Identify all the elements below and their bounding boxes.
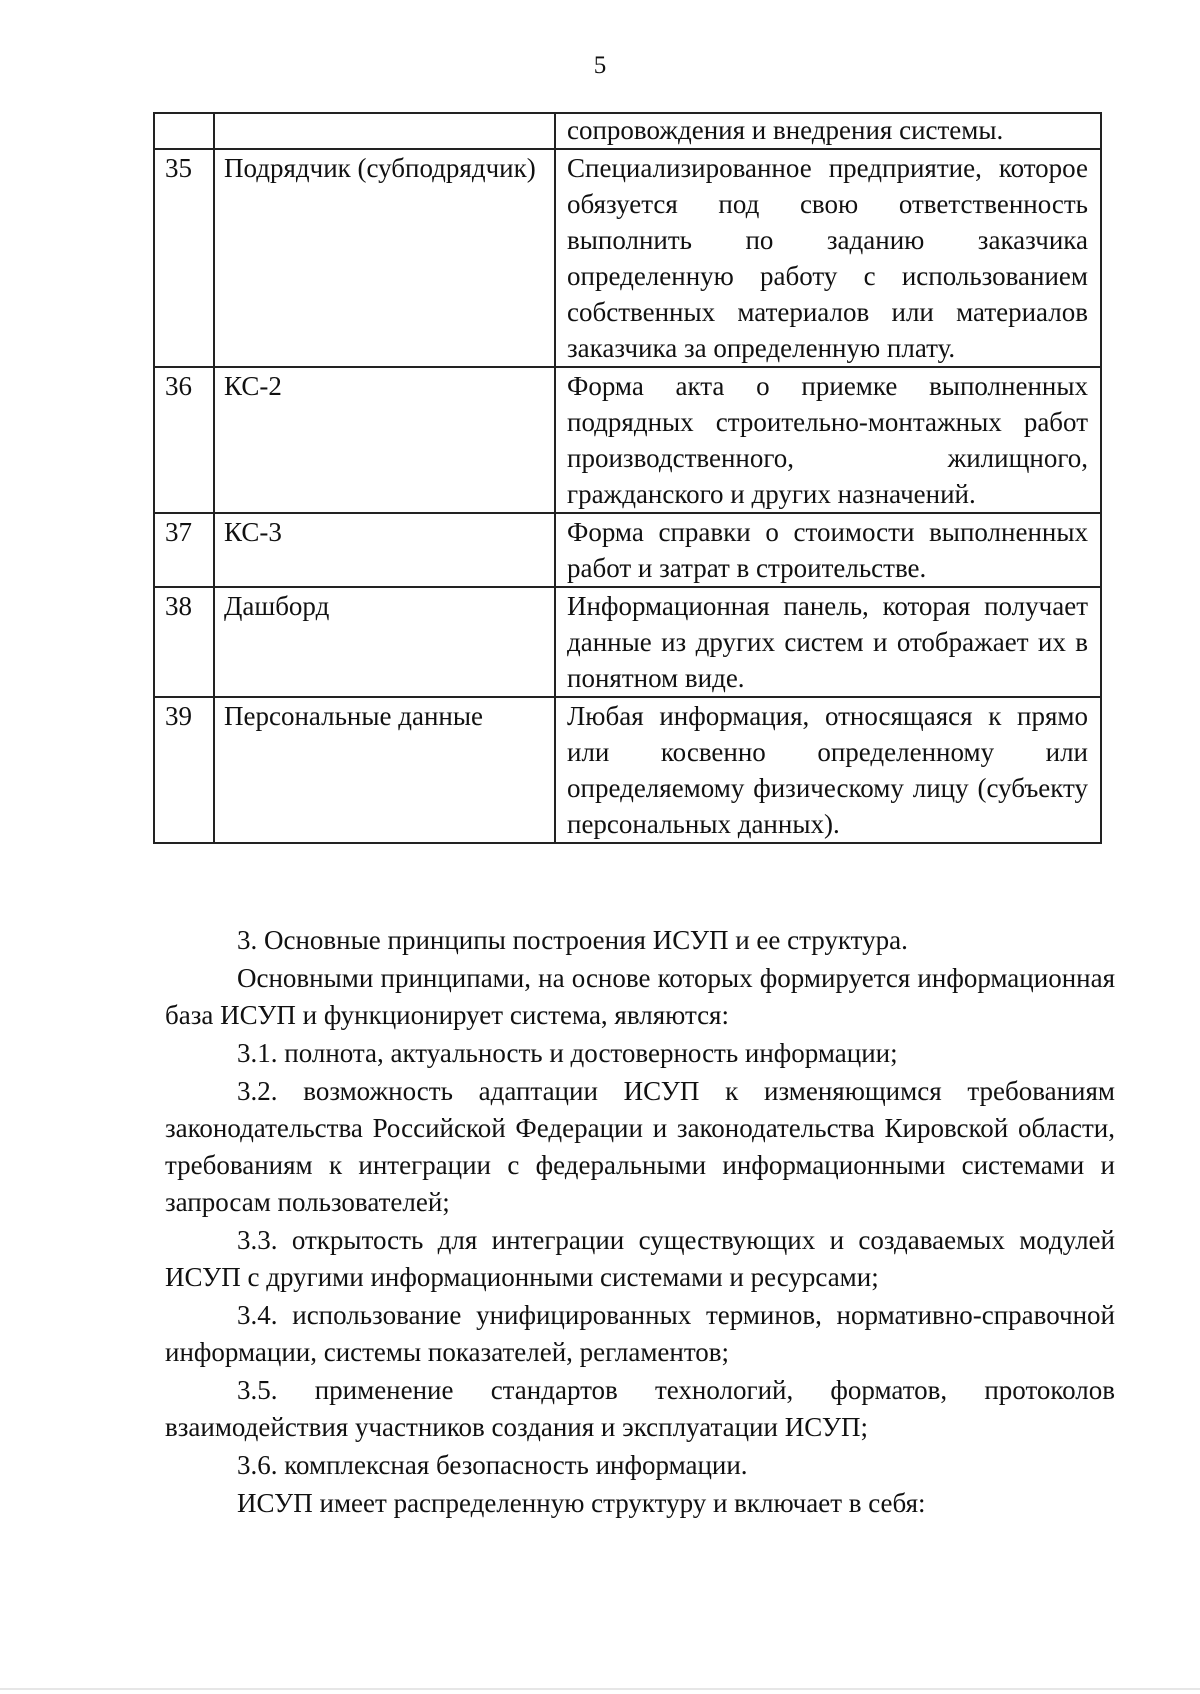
term-cell: КС-3 xyxy=(214,513,555,587)
definition-cell: Специализированное предприятие, которое обязуется под свою ответственность выполнить по заданию заказчика определенную работу с использованием собственных материалов или материалов заказчика за определенную плату. xyxy=(555,149,1101,367)
term-cell: Подрядчик (субподрядчик) xyxy=(214,149,555,367)
table-row xyxy=(154,587,1101,697)
definition-cell: Информационная панель, которая получает данные из других систем и отображает их в понятном виде. xyxy=(555,587,1101,697)
section-intro: Основными принципами, на основе которых формируется информационная база ИСУП и функционирует система, являются: xyxy=(165,963,1115,1030)
row-number-cell: 37 xyxy=(154,513,214,587)
row-number-cell: 38 xyxy=(154,587,214,697)
section-heading: 3. Основные принципы построения ИСУП и ее структура. xyxy=(237,925,908,955)
row-number-cell xyxy=(154,113,214,149)
page-number: 5 xyxy=(593,52,607,79)
definition-cell: Форма акта о приемке выполненных подрядных строительно-монтажных работ производственного, жилищного, гражданского и других назначений. xyxy=(555,367,1101,513)
principle-item: 3.6. комплексная безопасность информации. xyxy=(237,1450,748,1480)
row-number-cell: 36 xyxy=(154,367,214,513)
definition-cell: сопровождения и внедрения системы. xyxy=(555,113,1101,149)
definitions-table xyxy=(153,112,1102,844)
term-cell: Дашборд xyxy=(214,587,555,697)
principle-item: 3.1. полнота, актуальность и достоверность информации; xyxy=(237,1038,898,1068)
principle-item: 3.5. применение стандартов технологий, форматов, протоколов взаимодействия участников создания и эксплуатации ИСУП; xyxy=(165,1375,1115,1442)
principle-item: 3.4. использование унифицированных терминов, нормативно-справочной информации, системы показателей, регламентов; xyxy=(165,1300,1115,1367)
table-row-continuation xyxy=(154,113,1101,149)
definition-cell: Любая информация, относящаяся к прямо или косвенно определенному или определяемому физическому лицу (субъекту персональных данных). xyxy=(555,697,1101,843)
row-number-cell: 39 xyxy=(154,697,214,843)
principle-item: 3.2. возможность адаптации ИСУП к изменяющимся требованиям законодательства Российской Федерации и законодательства Кировской области, требованиям к интеграции с федеральными информационными системами и запросам пользователей; xyxy=(165,1076,1115,1217)
table-row xyxy=(154,697,1101,843)
scan-edge xyxy=(0,1688,1200,1690)
table-row xyxy=(154,149,1101,367)
term-cell: КС-2 xyxy=(214,367,555,513)
table-row xyxy=(154,513,1101,587)
principle-item: 3.3. открытость для интеграции существующих и создаваемых модулей ИСУП с другими информационными системами и ресурсами; xyxy=(165,1225,1115,1292)
term-cell xyxy=(214,113,555,149)
section-closing: ИСУП имеет распределенную структуру и включает в себя: xyxy=(237,1488,926,1518)
row-number-cell: 35 xyxy=(154,149,214,367)
table-row xyxy=(154,367,1101,513)
term-cell: Персональные данные xyxy=(214,697,555,843)
definition-cell: Форма справки о стоимости выполненных работ и затрат в строительстве. xyxy=(555,513,1101,587)
section-body xyxy=(165,922,1115,1523)
